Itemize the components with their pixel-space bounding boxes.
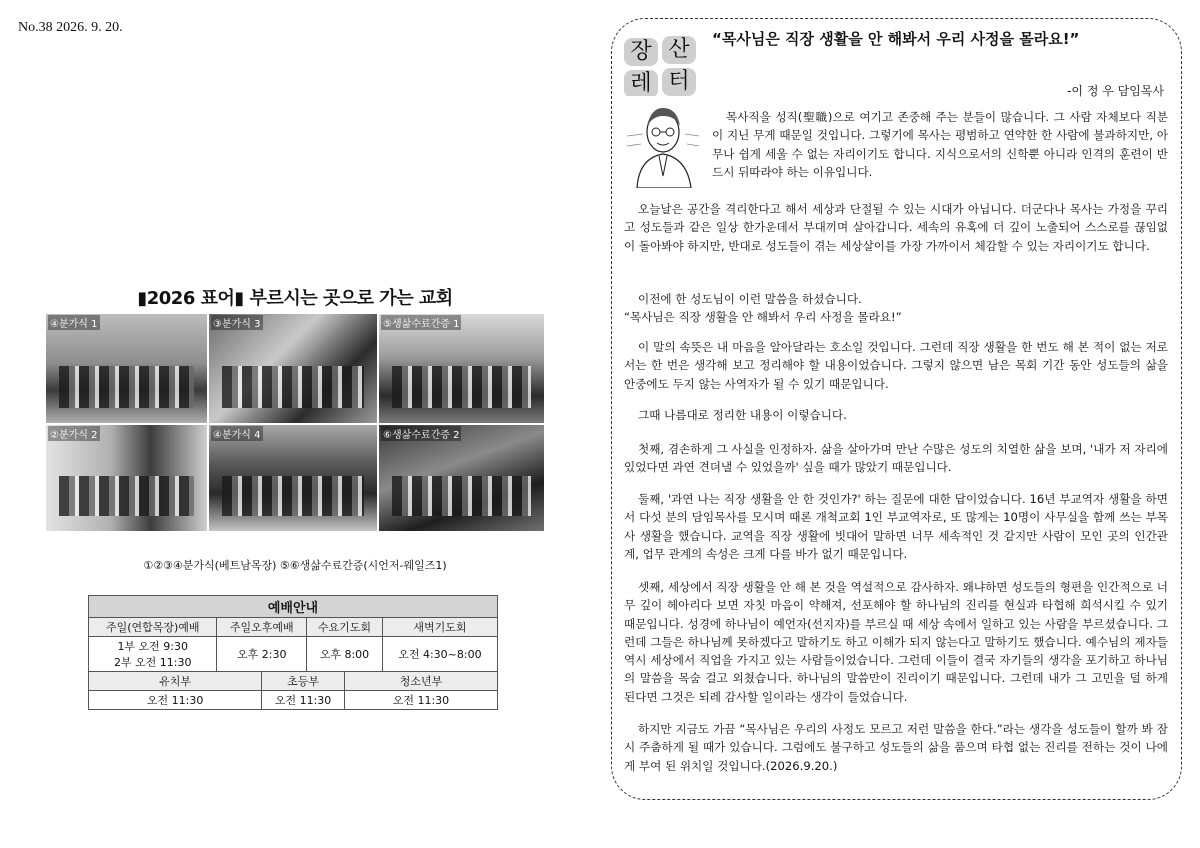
letter-paragraph: 이 말의 속뜻은 내 마음을 알아달라는 호소일 것입니다. 그런데 직장 생활을 한 번도 해 본 적이 없는 저로서는 한 번은 생각해 보고 정리해야 할 내용이었습니다. 그렇지 않으면 남은 목회 기간 동안 성도들의 삶을 안중에도 두지 않는 사역자가 될 수 있기 때문입니다. [624, 340, 1168, 391]
badge-char: 레 [624, 70, 658, 98]
issue-number: No.38 2026. 9. 20. [18, 20, 123, 35]
photo-caption: ②분가식 2 [48, 426, 100, 441]
letter-badge [624, 36, 702, 96]
service-header: 초등부 [262, 672, 345, 691]
service-header: 새벽기도회 [382, 618, 497, 637]
letter-paragraph: 둘째, '과연 나는 직장 생활을 안 한 것인가?' 하는 질문에 대한 답이었습니다. 16년 부교역자 생활을 하면서 다섯 분의 담임목사를 모시며 때론 개척교회 1인 부교역자로, 또 많게는 10명이 사무실을 함께 쓰는 부목사 생활을 했습니다. 교역을 직장 생활에 빗대어 말하면 너무 세속적인 것 같지만 사람이 모인 곳의 인간관계, 업무 관계의 속성은 크게 다를 바가 없기 때문입니다. [624, 492, 1168, 561]
photo-figures [392, 366, 531, 407]
service-time: 오전 11:30 [262, 691, 345, 710]
service-header: 유치부 [89, 672, 262, 691]
service-time: 오후 2:30 [217, 637, 307, 672]
service-time: 오전 4:30~8:00 [382, 637, 497, 672]
photo-figures [392, 476, 531, 516]
letter-paragraph: 셋째, 세상에서 직장 생활을 안 해 본 것을 역설적으로 감사하자. 왜냐하면 성도들의 형편을 인간적으로 너무 깊이 헤아리다 보면 자칫 마음이 약해져, 선포해야 할 하나님의 진리를 현실과 타협해 희석시킬 수 있기 때문입니다. 성경에 하나님이 예언자(선지자)를 부르실 때 세상 속에서 일하고 있는 사람을 부르셨습니다. 그런데 그들은 하나님께 못하겠다고 말하기도 하고 이해가 되지 않는다고 말하기도 했습니다. 예수님의 제자들 역시 세상에서 직업을 가지고 있는 사람들이었습니다. 그런데 이들이 결국 자기들의 생각을 포기하고 하나님의 말씀을 목숨 걸고 외쳤습니다. 하나님의 말씀만이 진리이기 때문입니다. 그런데 내가 그 고민을 덜 하게 된다면 그것은 되레 감사할 일이라는 생각이 들었습니다. [624, 580, 1168, 704]
photo-collage [45, 313, 545, 532]
photo-figures [222, 366, 363, 407]
photo-caption: ④분가식 4 [211, 426, 263, 441]
service-time-line: 1부 오전 9:30 [117, 640, 189, 653]
letter-paragraph: 이전에 한 성도님이 이런 말씀을 하셨습니다. “목사님은 직장 생활을 안 해봐서 우리 사정을 몰라요!” [624, 292, 902, 325]
service-time: 오전 11:30 [344, 691, 497, 710]
photo-2 [208, 313, 378, 424]
pastor-portrait [625, 96, 701, 188]
photo-3 [378, 313, 545, 424]
service-table-title: 예배안내 [89, 596, 498, 618]
photo-caption: ③분가식 3 [211, 315, 263, 330]
letter-paragraph: 오늘날은 공간을 격리한다고 해서 세상과 단절될 수 있는 시대가 아닙니다. 더군다나 목사는 가정을 꾸리고 성도들과 같은 일상 한가운데서 부대끼며 살아갑니다. 세속의 유혹에 더 깊이 노출되어 스스로를 끊임없이 돌아봐야 하지만, 반대로 성도들이 겪는 세상살이를 가장 가까이서 체감할 수 있는 자리이기도 합니다. [624, 202, 1168, 253]
photo-caption: ⑤생삶수료간증 1 [381, 315, 461, 330]
photo-4 [45, 424, 208, 532]
badge-char: 산 [662, 36, 696, 64]
photo-figures [59, 366, 194, 407]
photo-1 [45, 313, 208, 424]
photo-5 [208, 424, 378, 532]
service-time: 오전 11:30 [89, 691, 262, 710]
service-time-line: 2부 오전 11:30 [113, 656, 192, 669]
photo-figures [222, 476, 363, 516]
letter-paragraph: 하지만 지금도 가끔 “목사님은 우리의 사정도 모르고 저런 말씀을 한다.”라는 생각을 성도들이 할까 봐 잠시 주춤하게 될 때가 있습니다. 그럼에도 불구하고 성도들의 삶을 품으며 타협 없는 진리를 전하는 것이 나에게 부여 된 위치일 것입니다.(2026.9.20.) [624, 722, 1168, 773]
badge-char: 장 [624, 38, 658, 66]
letter-paragraph: 목사직을 성직(聖職)으로 여기고 존중해 주는 분들이 많습니다. 그 사람 자체보다 직분이 지닌 무게 때문일 것입니다. 그렇기에 목사는 평범하고 연약한 한 사람에 불과하지만, 아무나 쉽게 세울 수 없는 자리이기도 합니다. 지식으로서의 신학뿐 아니라 인격의 훈련이 반드시 뒤따라야 하는 이유입니다. [712, 110, 1168, 179]
photo-caption: ⑥생삶수료간증 2 [381, 426, 461, 441]
photo-caption: ④분가식 1 [48, 315, 100, 330]
photo-caption-line: ①②③④분가식(베트남목장) ⑤⑥생삶수료간증(시언저-웨일즈1) [143, 559, 447, 572]
service-header: 주일(연합목장)예배 [89, 618, 217, 637]
letter-paragraph: 첫째, 겸손하게 그 사실을 인정하자. 삶을 살아가며 만난 수많은 성도의 치열한 삶을 보며, '내가 저 자리에 있었다면 과연 견뎌낼 수 있었을까' 싶을 때가 많았기 때문입니다. [624, 442, 1168, 475]
service-header: 주일오후예배 [217, 618, 307, 637]
service-header: 청소년부 [344, 672, 497, 691]
annual-motto: ▮2026 표어▮ 부르시는 곳으로 가는 교회 [137, 288, 453, 309]
service-time: 오후 8:00 [307, 637, 383, 672]
service-time-sunday [89, 637, 217, 672]
badge-char: 터 [662, 68, 696, 96]
letter-title: “목사님은 직장 생활을 안 해봐서 우리 사정을 몰라요!” [712, 30, 1080, 48]
service-schedule-table [88, 595, 498, 710]
letter-author: -이 정 우 담임목사 [1067, 84, 1164, 98]
photo-figures [59, 476, 194, 516]
letter-paragraph: 그때 나름대로 정리한 내용이 이렇습니다. [638, 408, 847, 422]
photo-6 [378, 424, 545, 532]
service-header: 수요기도회 [307, 618, 383, 637]
